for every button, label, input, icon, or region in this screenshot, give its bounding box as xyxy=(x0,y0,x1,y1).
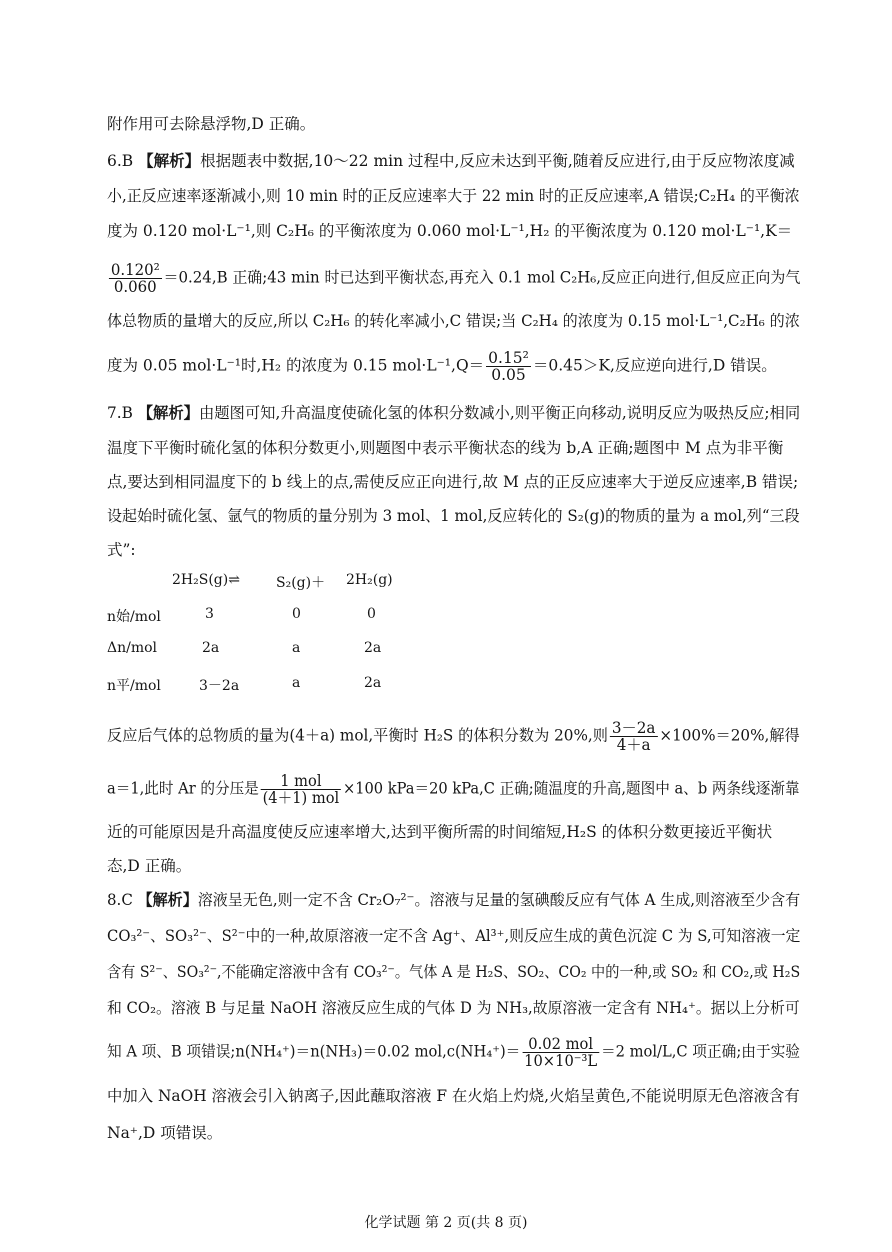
answer-7-line-4: 设起始时硫化氢、氩气的物质的量分别为 3 mol、1 mol,反应转化的 S₂(g)的物质的量为 a mol,列“三段 xyxy=(107,507,800,525)
answer-6-line-6: 度为 0.05 mol·L⁻¹时,H₂ 的浓度为 0.15 mol·L⁻¹,Q＝ $\frac{\text{0.15²}}{0.05}$ ＝0.45＞K,反应逆向进行,D 错误。 xyxy=(107,349,777,384)
answer-6-line-5: 体总物质的量增大的反应,所以 C₂H₆ 的转化率减小,C 错误;当 C₂H₄ 的浓度为 0.15 mol·L⁻¹,C₂H₆ 的浓 xyxy=(107,312,800,330)
row-value: 3 xyxy=(205,606,214,622)
answer-8-line-6: 中加入 NaOH 溶液会引入钠离子,因此蘸取溶液 F 在火焰上灼烧,火焰呈黄色,不能说明原无色溶液含有 xyxy=(107,1087,800,1105)
answer-7-line-8: 近的可能原因是升高温度使反应速率增大,达到平衡所需的时间缩短,H₂S 的体积分数更接近平衡状 xyxy=(107,823,773,841)
answer-7-line-6: 反应后气体的总物质的量为(4＋a) mol,平衡时 H₂S 的体积分数为 20%,则 $\frac{3-2a}{4+a}$ ×100%＝20%,解得 xyxy=(107,719,800,754)
answer-7-line-1: 7.B 【解析】由题图可知,升高温度使硫化氢的体积分数减小,则平衡正向移动,说明反应为吸热反应;相同 xyxy=(107,403,801,422)
equation-product-2: 2H₂(g) xyxy=(346,572,393,588)
equation-reactant: 2H₂S(g)⇌ xyxy=(172,572,240,588)
row-label: n平/mol xyxy=(107,678,161,694)
answer-6-line-1: 6.B 【解析】根据题表中数据,10～22 min 过程中,反应未达到平衡,随着反应进行,由于反应物浓度减 xyxy=(107,151,795,170)
row-value: 2a xyxy=(364,640,382,656)
volume-fraction: $\frac{3-2a}{4+a}$ xyxy=(611,719,656,754)
answer-8-line-3: 含有 S²⁻、SO₃²⁻,不能确定溶液中含有 CO₃²⁻。气体 A 是 H₂S、SO₂、CO₂ 中的一种,或 SO₂ 和 CO₂,或 H₂S xyxy=(107,963,801,981)
answer-7-line-5: 式”: xyxy=(107,541,136,559)
analysis-tag: 【解析】 xyxy=(138,151,201,170)
analysis-tag: 【解析】 xyxy=(137,403,199,422)
row-value: 2a xyxy=(364,675,382,691)
concentration-fraction: $\frac{\text{0.02 mol}}{\text{10×10⁻³L}}$ xyxy=(524,1035,598,1070)
answer-7-line-7: a＝1,此时 Ar 的分压是 $\frac{\text{1 mol}}{\text{(4＋1) mol}}$ ×100 kPa＝20 kPa,C 正确;随温度的升高,题图中 a、b 两条线逐渐靠 xyxy=(107,772,800,807)
page-footer: 化学试题 第 2 页(共 8 页) xyxy=(364,1215,528,1231)
answer-7-line-2: 温度下平衡时硫化氢的体积分数更小,则题图中表示平衡状态的线为 b,A 正确;题图中 M 点为非平衡 xyxy=(107,439,784,457)
analysis-tag: 【解析】 xyxy=(137,890,198,909)
row-value: a xyxy=(292,675,301,691)
row-label: n始/mol xyxy=(107,609,161,625)
answer-8-line-4: 和 CO₂。溶液 B 与足量 NaOH 溶液反应生成的气体 D 为 NH₃,故原溶液一定含有 NH₄⁺。据以上分析可 xyxy=(107,999,800,1017)
answer-8-line-1: 8.C 【解析】溶液呈无色,则一定不含 Cr₂O₇²⁻。溶液与足量的氢碘酸反应有气体 A 生成,则溶液至少含有 xyxy=(107,890,801,909)
row-value: 0 xyxy=(367,606,376,622)
row-value: 0 xyxy=(292,606,301,622)
row-value: a xyxy=(292,640,301,656)
answer-6-line-4: $\frac{\text{0.120²}}{0.060}$ ＝0.24,B 正确;43 min 时已达到平衡状态,再充入 0.1 mol C₂H₆,反应正向进行,但反应正向为气 xyxy=(110,261,801,296)
answer-7-number: 7.B xyxy=(107,404,133,422)
answer-7-line-3: 点,要达到相同温度下的 b 线上的点,需使反应正向进行,故 M 点的正反应速率大于逆反应速率,B 错误; xyxy=(107,473,799,491)
answer-8-number: 8.C xyxy=(107,891,133,909)
answer-8-line-5: 知 A 项、B 项错误;n(NH₄⁺)＝n(NH₃)＝0.02 mol,c(NH₄⁺)＝ $\frac{\text{0.02 mol}}{\text{10×10⁻³L}}$ ＝2 mol/L,C 项正确;由于实验 xyxy=(107,1035,800,1070)
answer-6-line-3: 度为 0.120 mol·L⁻¹,则 C₂H₆ 的平衡浓度为 0.060 mol·L⁻¹,H₂ 的平衡浓度为 0.120 mol·L⁻¹,K＝ xyxy=(107,222,793,240)
answer-6-number: 6.B xyxy=(107,152,134,170)
answer-8-line-2: CO₃²⁻、SO₃²⁻、S²⁻中的一种,故原溶液一定不含 Ag⁺、Al³⁺,则反应生成的黄色沉淀 C 为 S,可知溶液一定 xyxy=(107,927,801,945)
row-value: 2a xyxy=(202,640,220,656)
equation-product-1: S₂(g)＋ xyxy=(276,575,326,591)
intro-line: 附作用可去除悬浮物,D 正确。 xyxy=(107,115,316,133)
answer-7-line-9: 态,D 正确。 xyxy=(107,857,192,875)
answer-8-line-7: Na⁺,D 项错误。 xyxy=(107,1124,223,1142)
k-fraction: $\frac{\text{0.120²}}{0.060}$ xyxy=(110,261,160,296)
row-value: 3－2a xyxy=(199,678,240,694)
row-label: Δn/mol xyxy=(107,640,158,656)
partial-pressure-fraction: $\frac{\text{1 mol}}{\text{(4＋1) mol}}$ xyxy=(262,772,340,807)
q-fraction: $\frac{\text{0.15²}}{0.05}$ xyxy=(488,349,529,384)
answer-6-line-2: 小,正反应速率逐渐减小,则 10 min 时的正反应速率大于 22 min 时的正反应速率,A 错误;C₂H₄ 的平衡浓 xyxy=(107,187,800,205)
